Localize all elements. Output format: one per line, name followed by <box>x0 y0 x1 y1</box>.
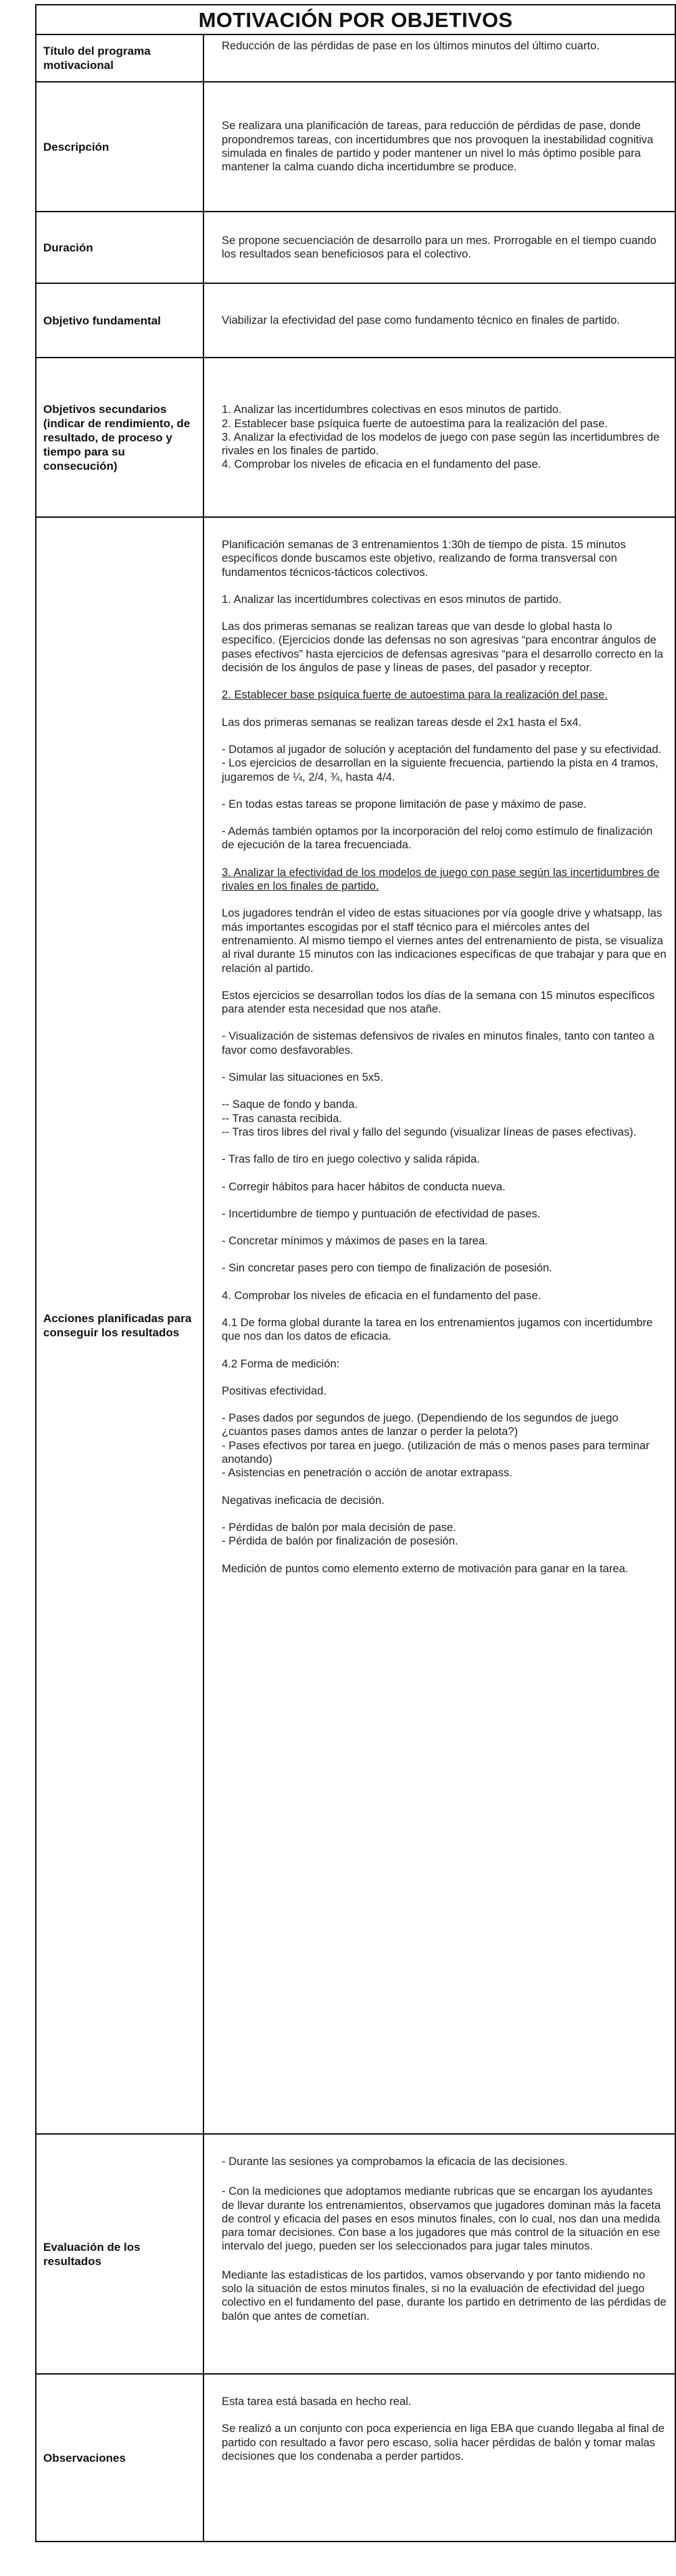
label-titulo: Título del programa motivacional <box>37 35 204 81</box>
section-heading: 2. Establecer base psíquica fuerte de autoestima para la realización del pase. <box>222 688 608 702</box>
text-paragraph: Estos ejercicios se desarrollan todos los días de la semana con 15 minutos específicos para atender esta necesidad que nos atañe. <box>222 988 655 1016</box>
text-paragraph: - Incertidumbre de tiempo y puntuación de efectividad de pases. <box>222 1207 541 1220</box>
text-paragraph: - Durante las sesiones ya comprobamos la eficacia de las decisiones. <box>222 2155 568 2168</box>
text-paragraph: 4.2 Forma de medición: <box>222 1357 340 1370</box>
text-paragraph: Positivas efectividad. <box>222 1384 327 1397</box>
row-evaluacion <box>35 2133 676 2373</box>
label-acciones: Acciones planificadas para conseguir los resultados <box>37 518 204 2133</box>
text-paragraph: - Visualización de sistemas defensivos de rivales en minutos finales, tanto con tanteo a favor como desfavorables. <box>222 1029 654 1056</box>
text-paragraph: Se realizó a un conjunto con poca experiencia en liga EBA que cuando llegaba al final de partido con resultado a favor pero escaso, solía hacer pérdidas de balón y tomar malas decisiones que los condenaba a perder partidos. <box>222 2422 665 2462</box>
value-acciones <box>204 518 675 2133</box>
text-paragraph: Esta tarea está basada en hecho real. <box>222 2395 412 2408</box>
text-paragraph: 1. Analizar las incertidumbres colectivas en esos minutos de partido. 2. Establecer base psíquica fuerte de autoestima para la realización del pase. 3. Analizar la efectividad de los modelos de juego con pase según las incertidumbres de rivales en los finales de partido. 4. Comprobar los niveles de eficacia en el fundamento del pase. <box>222 403 660 471</box>
value-titulo <box>204 35 675 81</box>
label-descripcion: Descripción <box>37 82 204 211</box>
value-duracion <box>204 212 675 283</box>
text-paragraph: Negativas ineficacia de decisión. <box>222 1493 385 1507</box>
text-paragraph: - En todas estas tareas se propone limitación de pase y máximo de pase. <box>222 797 587 810</box>
text-paragraph: Mediante las estadísticas de los partidos, vamos observando y por tanto midiendo no solo la situación de estos minutos finales, si no la evaluación de efectividad del juego colectivo en el fundamento del pase, durante los partido en detrimento de las pérdidas de balón que antes de cometían. <box>222 2268 667 2323</box>
text-paragraph: Las dos primeras semanas se realizan tareas desde el 2x1 hasta el 5x4. <box>222 715 582 729</box>
text-paragraph: - Además también optamos por la incorporación del reloj como estímulo de finalización de ejecución de la tarea frecuenciada. <box>222 825 653 852</box>
text-paragraph: Reducción de las pérdidas de pase en los últimos minutos del último cuarto. <box>222 39 600 52</box>
value-evaluacion <box>204 2135 675 2373</box>
row-observaciones <box>35 2373 676 2542</box>
section-heading: 3. Analizar la efectividad de los modelos de juego con pase según las incertidumbres de rivales en los finales de partido. <box>222 865 660 893</box>
text-paragraph: - Concretar mínimos y máximos de pases en la tarea. <box>222 1234 488 1248</box>
text-paragraph: Se realizara una planificación de tareas, para reducción de pérdidas de pase, donde propondremos tareas, con incertidumbres que nos provoquen la inestabilidad cognitiva simulada en finales de partido y poder mantener un nivel lo más óptimo posible para mantener la calma cuando dicha incertidumbre se produce. <box>222 119 654 174</box>
text-paragraph: - Dotamos al jugador de solución y aceptación del fundamento del pase y su efectividad. - Los ejercicios de desarrollan en la siguiente frecuencia, partiendo la pista en 4 tramos, jugaremos de ¼, 2/4, ¾, hasta 4/4. <box>222 742 662 783</box>
value-observaciones <box>204 2375 675 2541</box>
value-descripcion <box>204 82 675 211</box>
text-paragraph: 4.1 De forma global durante la tarea en los entrenamientos jugamos con incertidumbre que nos dan los datos de eficacia. <box>222 1315 653 1343</box>
text-paragraph: - Pases dados por segundos de juego. (Dependiendo de los segundos de juego ¿cuantos pases damos antes de lanzar o perder la pelota?) - Pases efectivos por tarea en juego. (utilización de más o menos pases para terminar anotando) - Asistencias en penetración o acción de anotar extrapass. <box>222 1411 650 1480</box>
value-objetivo-fundamental <box>204 284 675 357</box>
row-duracion <box>35 211 676 283</box>
value-objetivos-secundarios <box>204 358 675 516</box>
page-title: MOTIVACIÓN POR OBJETIVOS <box>35 4 676 34</box>
text-paragraph: - Simular las situaciones en 5x5. <box>222 1071 383 1084</box>
text-paragraph: Medición de puntos como elemento externo de motivación para ganar en la tarea. <box>222 1561 629 1575</box>
text-paragraph: - Con la mediciones que adoptamos mediante rubricas que se encargan los ayudantes de llevar durante los entrenamientos, observamos que jugadores dominan más la faceta de control y eficacia del pases en esos minutos finales, con lo cual, nos dan una medida para tomar decisiones. Con base a los jugadores que más control de la situación en ese intervalo del juego, pueden ser los seleccionados para jugar tales minutos. <box>222 2185 661 2253</box>
text-paragraph: Viabilizar la efectividad del pase como fundamento técnico en finales de partido. <box>222 313 621 326</box>
text-paragraph: Las dos primeras semanas se realizan tareas que van desde lo global hasta lo específico. (Ejercicios donde las defensas no son agresivas “para encontrar ángulos de pases efectivos” hasta ejercicios de defensas agresivas “para el desarrollo correcto en la decisión de los ángulos de pase y líneas de pases, del pasador y receptor. <box>222 620 664 675</box>
text-paragraph: - Tras fallo de tiro en juego colectivo y salida rápida. <box>222 1152 480 1166</box>
row-descripcion <box>35 81 676 211</box>
text-paragraph: Planificación semanas de 3 entrenamientos 1:30h de tiempo de pista. 15 minutos específicos donde buscamos este objetivo, realizando de forma transversal con fundamentos técnicos-tácticos colectivos. <box>222 538 626 579</box>
label-evaluacion: Evaluación de los resultados <box>37 2135 204 2373</box>
text-paragraph: 1. Analizar las incertidumbres colectivas en esos minutos de partido. <box>222 592 562 606</box>
text-paragraph: - Corregir hábitos para hacer hábitos de conducta nueva. <box>222 1180 506 1193</box>
label-objetivo-fundamental: Objetivo fundamental <box>37 284 204 357</box>
label-observaciones: Observaciones <box>37 2375 204 2541</box>
text-paragraph: - Pérdidas de balón por mala decisión de pase. - Pérdida de balón por finalización de posesión. <box>222 1520 458 1548</box>
label-objetivos-secundarios: Objetivos secundarios (indicar de rendimiento, de resultado, de proceso y tiempo para su consecución) <box>37 358 204 516</box>
text-paragraph: 4. Comprobar los niveles de eficacia en el fundamento del pase. <box>222 1288 541 1302</box>
row-objetivo-fundamental <box>35 283 676 357</box>
text-paragraph: Los jugadores tendrán el video de estas situaciones por vía google drive y whatsapp, las más importantes escogidas por el staff técnico para el miércoles antes del entrenamiento. Al mismo tiempo el viernes antes del entrenamiento de pista, se visualiza al rival durante 15 minutos con las indicaciones específicas de que trabajar y para que en relación al partido. <box>222 906 667 975</box>
row-titulo <box>35 34 676 81</box>
text-paragraph: -- Saque de fondo y banda. -- Tras canasta recibida. -- Tras tiros libres del rival y fallo del segundo (visualizar líneas de pases efectivas). <box>222 1098 637 1138</box>
text-paragraph: Se propone secuenciación de desarrollo para un mes. Prorrogable en el tiempo cuando los resultados sean beneficiosos para el colectivo. <box>222 233 656 260</box>
row-acciones <box>35 516 676 2133</box>
row-objetivos-secundarios <box>35 357 676 516</box>
text-paragraph: - Sin concretar pases pero con tiempo de finalización de posesión. <box>222 1261 552 1275</box>
label-duracion: Duración <box>37 212 204 283</box>
